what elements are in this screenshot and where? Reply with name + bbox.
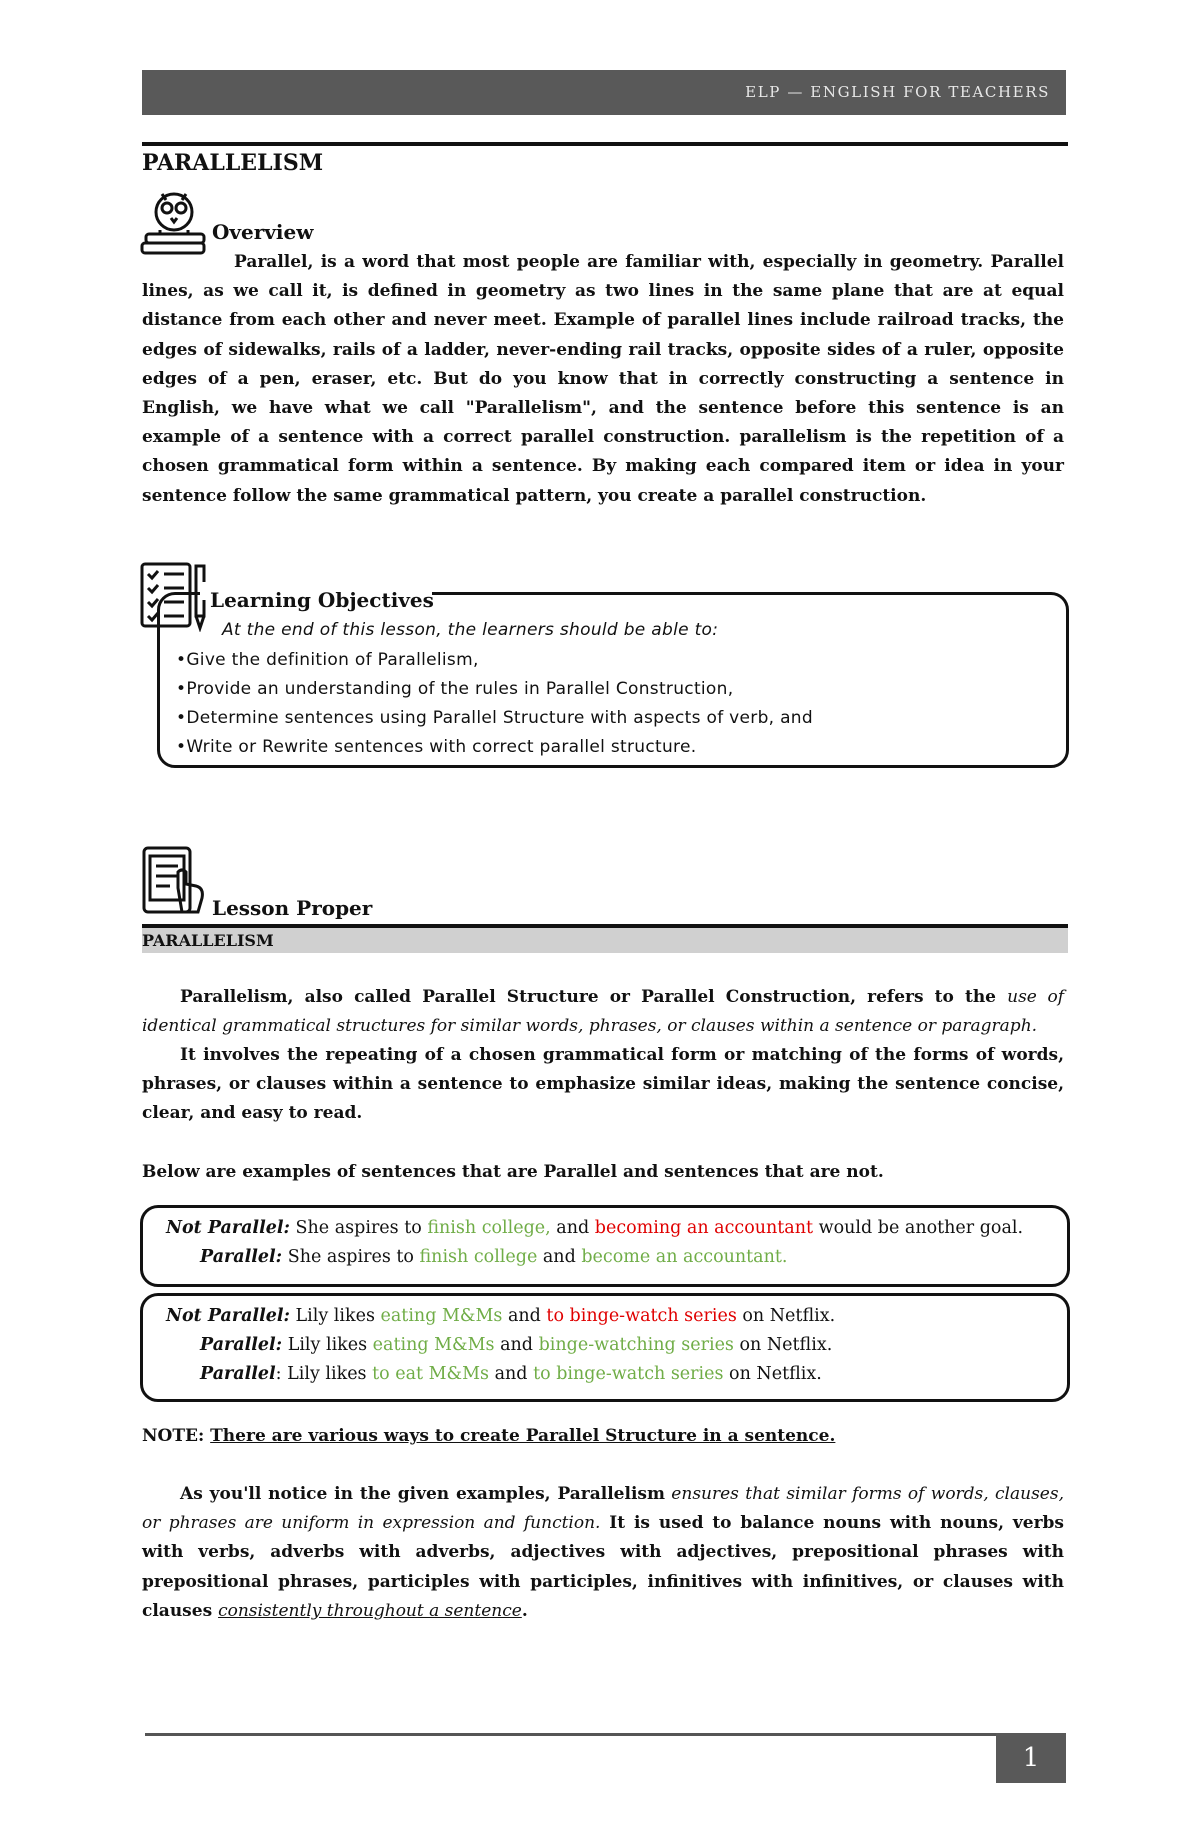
bold-text: It is used to balance nouns with nouns, verbs with verbs, adverbs with adverbs, adjectives with adjectives, prepositional phrases with prepositional phrases, participles with participles, infinitives with infinitives, or clauses with clauses xyxy=(142,1513,1064,1621)
highlight-green: finish college, xyxy=(427,1218,551,1238)
term-parallelism: Parallelism xyxy=(557,1484,665,1504)
colon: : xyxy=(275,1364,282,1384)
text: would be another goal. xyxy=(813,1218,1024,1238)
example-1-parallel xyxy=(200,1247,787,1267)
page-title: PARALLELISM xyxy=(142,150,324,176)
highlight-green: eating M&Ms xyxy=(372,1335,495,1355)
text: and xyxy=(502,1306,547,1326)
underlined-italic-text: consistently throughout a sentence xyxy=(218,1600,522,1621)
term-structure: Parallel Structure or Parallel Construction xyxy=(422,987,851,1007)
highlight-green: to eat M&Ms xyxy=(372,1364,490,1384)
objective-item: •Give the definition of Parallelism, xyxy=(176,650,479,670)
text: It involves the repeating of a chosen grammatical form or matching of the forms of words, phrases, or clauses within a sentence to emphasize similar ideas, making the sentence concise, clear, and easy to read. xyxy=(142,1045,1064,1124)
text: on Netflix. xyxy=(723,1364,822,1384)
highlight-green: finish college xyxy=(419,1247,538,1267)
lesson-heading: Lesson Proper xyxy=(212,896,373,920)
objective-item: •Provide an understanding of the rules in Parallel Construction, xyxy=(176,679,734,699)
text: Lily likes xyxy=(281,1364,373,1384)
lesson-paragraph-2 xyxy=(142,1041,1064,1129)
text: , also called xyxy=(287,987,423,1007)
lesson-paragraph-3 xyxy=(142,1158,1064,1187)
italic-text: ensures that similar forms of words, clauses, or phrases are uniform in expression and function. xyxy=(142,1484,1064,1534)
tablet-touch-icon xyxy=(140,844,214,918)
note xyxy=(142,1422,1064,1451)
objectives-intro: At the end of this lesson, the learners should be able to: xyxy=(222,620,719,640)
header-title: ELP — ENGLISH FOR TEACHERS xyxy=(745,83,1050,101)
label: Not Parallel: xyxy=(166,1306,290,1326)
overview-heading: Overview xyxy=(212,220,314,244)
text: She aspires to xyxy=(282,1247,420,1267)
objective-item: •Determine sentences using Parallel Structure with aspects of verb, and xyxy=(176,708,813,728)
objectives-heading: Learning Objectives xyxy=(210,588,434,612)
highlight-red: to binge-watch series xyxy=(546,1306,737,1326)
text: and xyxy=(537,1247,582,1267)
highlight-green: binge-watching series xyxy=(538,1335,734,1355)
note-label: NOTE: xyxy=(142,1426,205,1446)
closing-paragraph xyxy=(142,1480,1064,1626)
lesson-bar xyxy=(142,928,1068,953)
title-rule xyxy=(142,142,1068,146)
text: , refers to the xyxy=(850,987,1008,1007)
page-number: 1 xyxy=(996,1733,1066,1783)
label: Not Parallel: xyxy=(166,1218,290,1238)
text: Lily likes xyxy=(282,1335,373,1355)
highlight-green: to binge-watch series xyxy=(533,1364,724,1384)
example-1-not-parallel xyxy=(166,1218,1023,1238)
lesson-paragraph-1 xyxy=(142,983,1064,1041)
text: and xyxy=(550,1218,595,1238)
example-2-parallel-b xyxy=(200,1364,822,1384)
text: Below are examples of sentences that are Parallel and sentences that are not. xyxy=(142,1162,884,1182)
lesson-bar-title: PARALLELISM xyxy=(142,931,274,950)
definition-italic: use of identical grammatical structures for similar words, phrases, or clauses within a sentence or paragraph. xyxy=(142,987,1064,1037)
label: Parallel xyxy=(200,1364,276,1384)
label: Parallel: xyxy=(200,1335,283,1355)
highlight-green: become an accountant. xyxy=(581,1247,788,1267)
note-text: There are various ways to create Parallel Structure in a sentence. xyxy=(210,1426,836,1446)
objective-item: •Write or Rewrite sentences with correct parallel structure. xyxy=(176,737,697,757)
example-2-not-parallel xyxy=(166,1306,835,1326)
label: Parallel: xyxy=(200,1247,283,1267)
highlight-red: becoming an accountant xyxy=(594,1218,814,1238)
text: Lily likes xyxy=(289,1306,381,1326)
highlight-green: eating M&Ms xyxy=(380,1306,503,1326)
header-bar xyxy=(142,70,1066,115)
text: and xyxy=(489,1364,534,1384)
term-parallelism: Parallelism xyxy=(180,987,288,1007)
overview-body: Parallel, is a word that most people are familiar with, especially in geometry. Parallel lines, as we call it, is defined in geometry as two lines in the same plane that are at equal distance from each other and never meet. Example of parallel lines include railroad tracks, the edges of sidewalks, rails of a ladder, never-ending rail tracks, opposite sides of a ruler, opposite edges of a pen, eraser, etc. But do you know that in correctly constructing a sentence in English, we have what we call "Parallelism", and the sentence before this sentence is an example of a sentence with a correct parallel construction. parallelism is the repetition of a chosen grammatical form within a sentence. By making each compared item or idea in your sentence follow the same grammatical pattern, you create a parallel construction. xyxy=(142,252,1064,506)
text: . xyxy=(521,1600,528,1621)
text: and xyxy=(494,1335,539,1355)
footer-rule xyxy=(145,1733,997,1736)
text: on Netflix. xyxy=(733,1335,833,1355)
text: She aspires to xyxy=(289,1218,428,1238)
text: on Netflix. xyxy=(736,1306,836,1326)
text: As you'll notice in the given examples, xyxy=(180,1484,558,1504)
overview-text xyxy=(142,248,1064,511)
example-2-parallel-a xyxy=(200,1335,832,1355)
